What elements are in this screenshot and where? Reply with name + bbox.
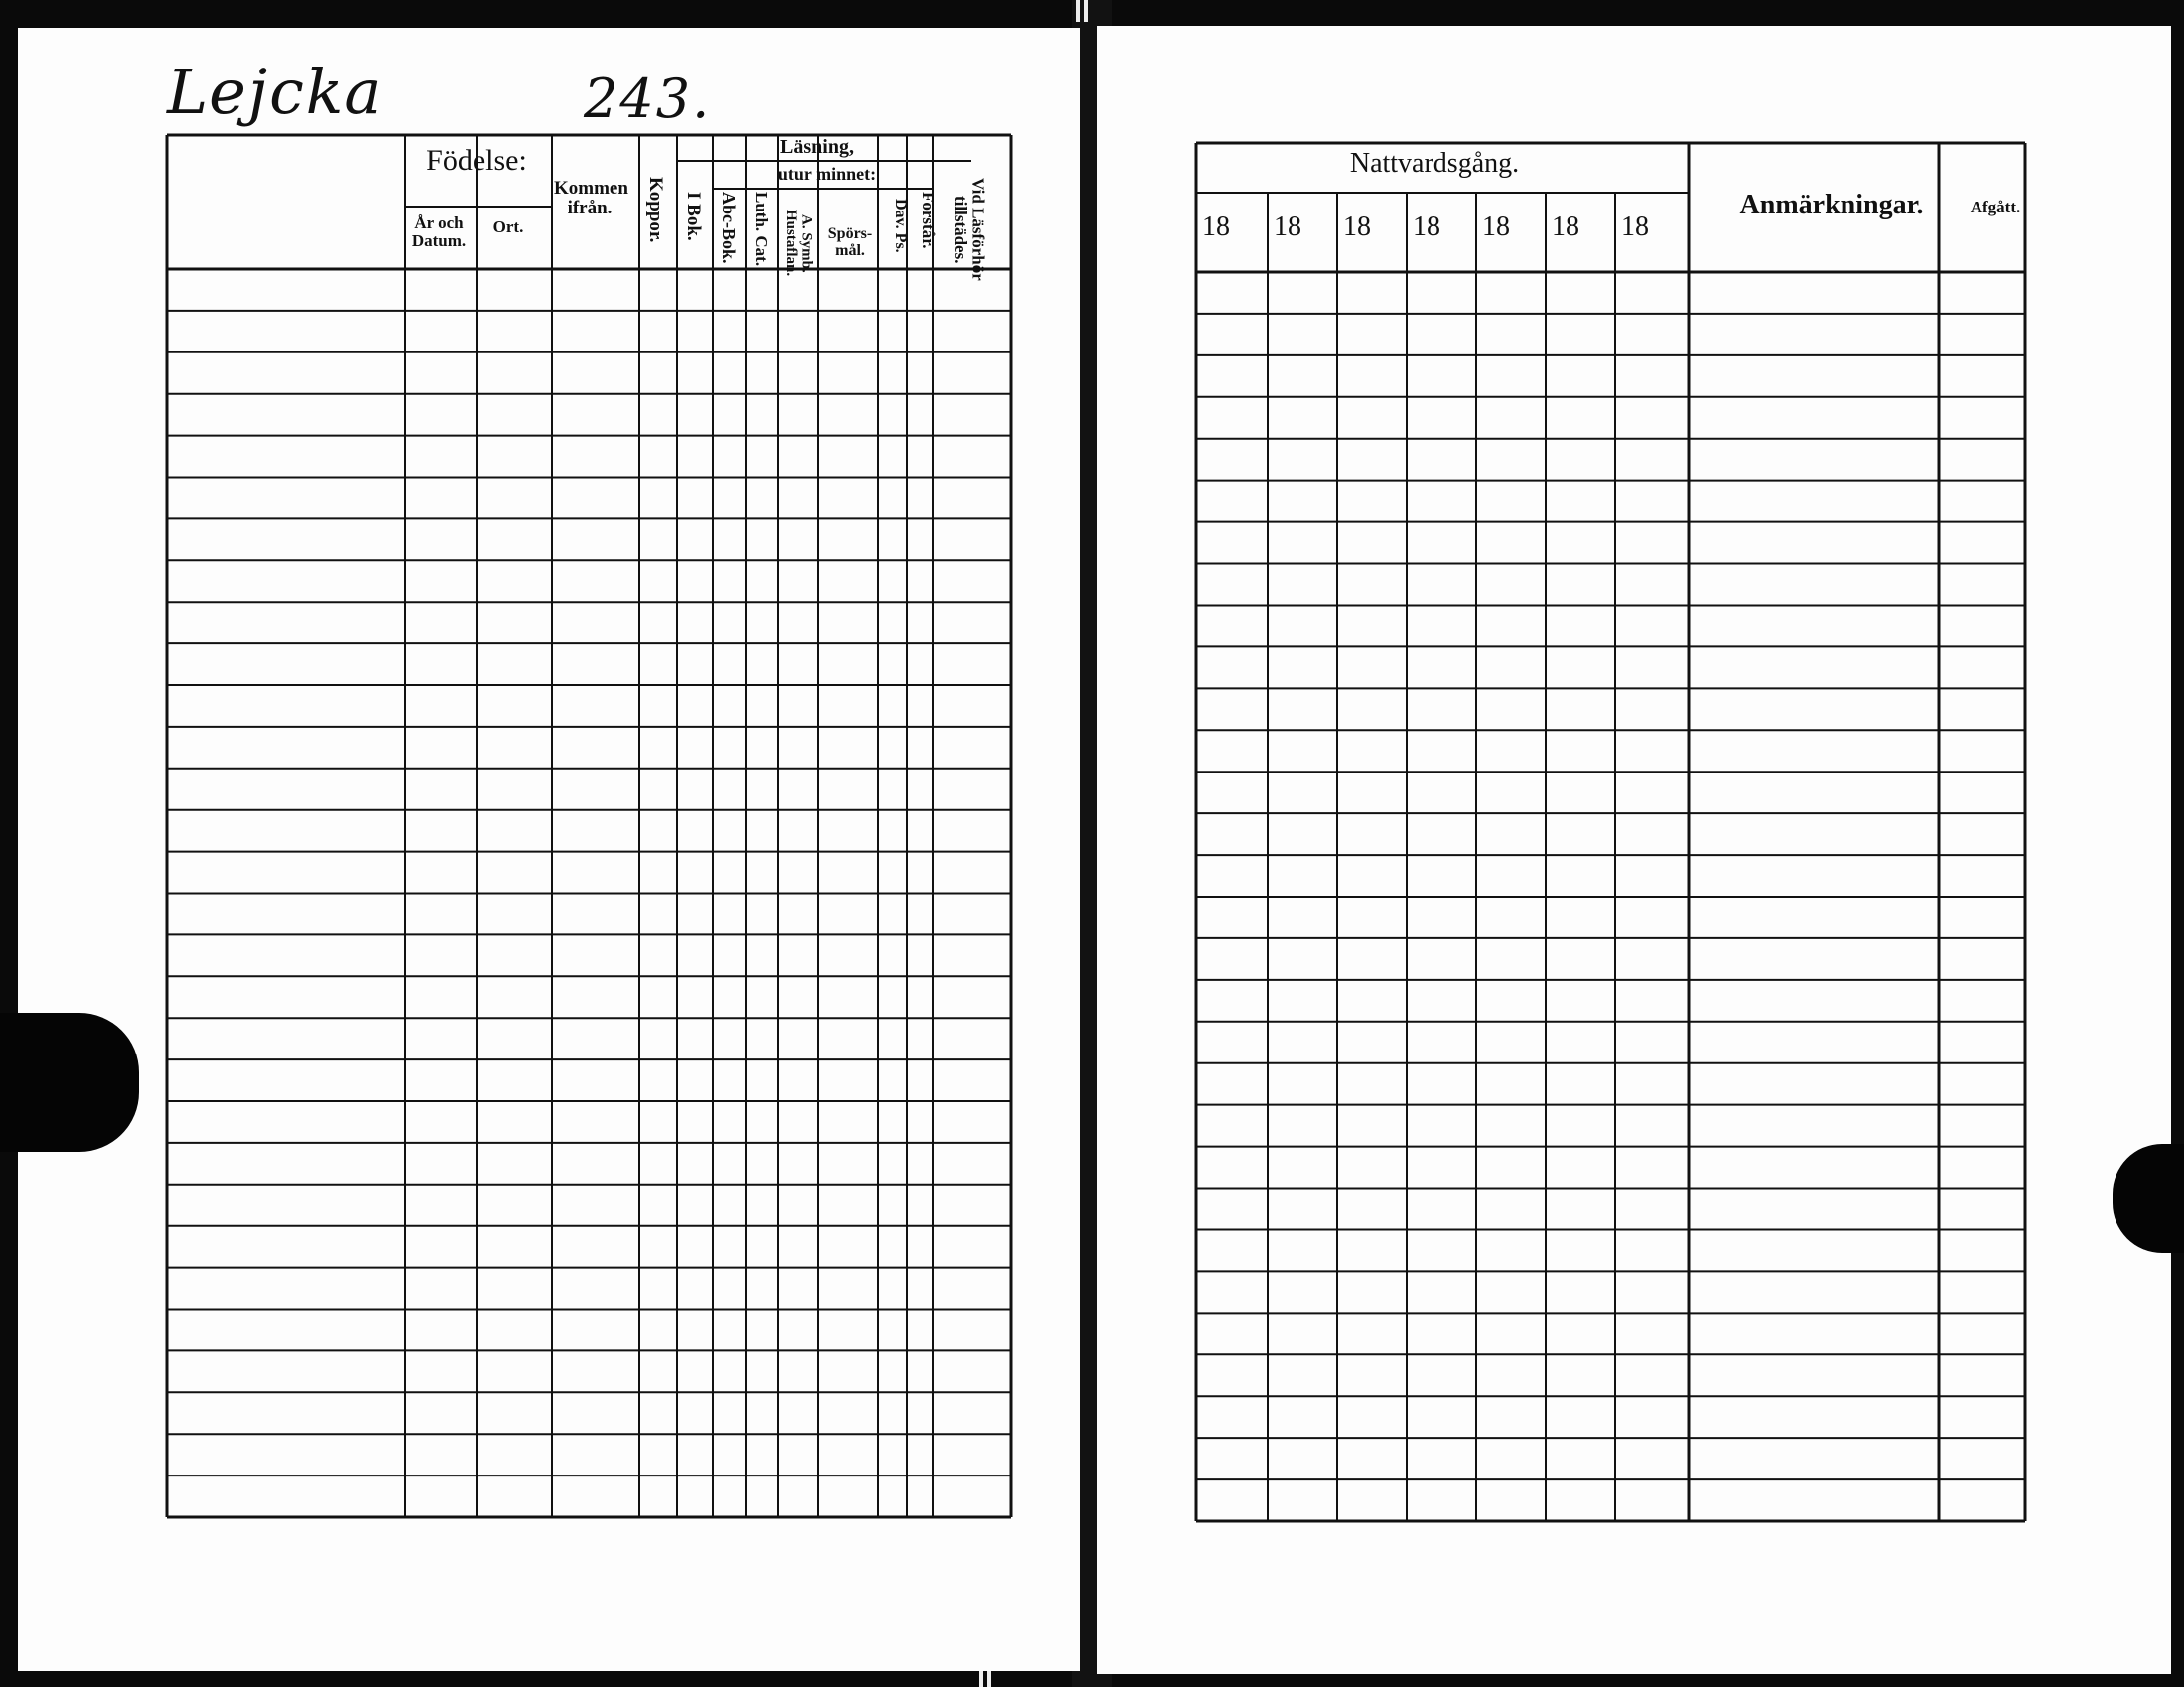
- header-koppor: Koppor.: [644, 177, 666, 243]
- year-prefix: 18: [1413, 211, 1440, 242]
- year-prefix: 18: [1202, 211, 1230, 242]
- header-abc-bok: Abc-Bok.: [718, 192, 739, 264]
- header-dav-ps: Dav. Ps.: [891, 199, 909, 253]
- header-luth-cat: Luth. Cat.: [751, 192, 771, 267]
- header-vid-lasforhor: Vid Läsförhör tillstädes.: [950, 178, 988, 281]
- header-afgatt: Afgått.: [1970, 198, 2021, 216]
- year-prefix: 18: [1482, 211, 1510, 242]
- year-prefix: 18: [1343, 211, 1371, 242]
- header-nattvardsgang: Nattvardsgång.: [1349, 148, 1520, 179]
- gutter-mark: [1076, 0, 1080, 22]
- header-i-bok: I Bok.: [682, 192, 704, 241]
- header-kommen-ifran: Kommen ifrån.: [554, 178, 628, 218]
- header-fodelse: Födelse:: [426, 144, 527, 177]
- handwritten-name: Lejcka: [167, 56, 384, 128]
- year-prefix: 18: [1274, 211, 1301, 242]
- right-register-grid: [1097, 26, 2171, 1674]
- gutter-mark: [1084, 0, 1088, 22]
- left-page: [18, 28, 1080, 1671]
- handwritten-number: 243.: [584, 68, 712, 130]
- header-ort: Ort.: [492, 217, 524, 236]
- header-utur-minnet: utur minnet:: [777, 164, 877, 184]
- header-forstar: Förstår.: [918, 192, 938, 249]
- header-sporsmal: Spörs-mål.: [827, 225, 873, 259]
- header-lasning: Läsning,: [780, 136, 854, 158]
- header-anmarkningar: Anmärkningar.: [1739, 190, 1924, 220]
- header-symb-hustaflan: A. Symb. Hustaflan.: [782, 210, 815, 277]
- binder-tab-left: [0, 1013, 139, 1152]
- year-prefix: 18: [1621, 211, 1649, 242]
- right-page: [1097, 26, 2171, 1674]
- header-ar-och-datum: År och Datum.: [411, 213, 467, 250]
- year-prefix: 18: [1552, 211, 1579, 242]
- left-register-grid: [18, 28, 1080, 1671]
